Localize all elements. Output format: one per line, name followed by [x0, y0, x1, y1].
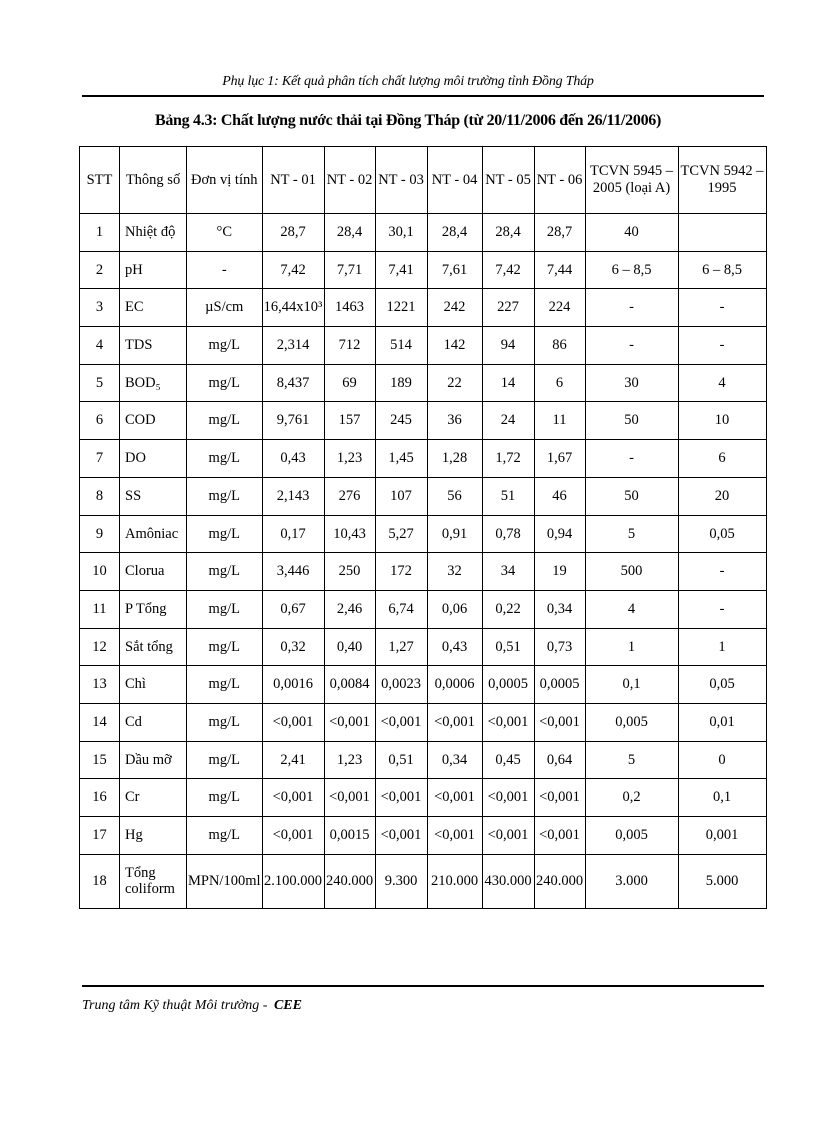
table-cell: 12 [80, 628, 120, 666]
header-cell: NT - 04 [427, 147, 482, 214]
table-cell: 0,05 [678, 515, 766, 553]
table-header-row [80, 147, 767, 214]
table-cell: TDS [120, 327, 187, 365]
table-cell: 0,0016 [262, 666, 324, 704]
table-cell: 8,437 [262, 364, 324, 402]
table-row [80, 251, 767, 289]
table-cell: 1,23 [324, 741, 375, 779]
table-cell: <0,001 [534, 703, 585, 741]
table-cell: <0,001 [427, 779, 482, 817]
table-cell: 430.000 [482, 854, 534, 908]
table-cell: 500 [585, 553, 678, 591]
table-cell: <0,001 [482, 779, 534, 817]
table-cell: 11 [80, 590, 120, 628]
table-cell: mg/L [187, 327, 263, 365]
table-cell: 2,46 [324, 590, 375, 628]
table-cell: 16 [80, 779, 120, 817]
table-cell: 50 [585, 477, 678, 515]
table-cell: Dầu mỡ [120, 741, 187, 779]
table-cell: - [187, 251, 263, 289]
table-cell: 0,1 [585, 666, 678, 704]
table-cell: 4 [80, 327, 120, 365]
table-cell: <0,001 [482, 817, 534, 855]
table-cell: 30 [585, 364, 678, 402]
table-cell: mg/L [187, 741, 263, 779]
header-cell: TCVN 5945 – 2005 (loại A) [585, 147, 678, 214]
table-cell: 6,74 [375, 590, 427, 628]
table-cell: 2 [80, 251, 120, 289]
table-cell: 712 [324, 327, 375, 365]
table-cell: 10 [678, 402, 766, 440]
table-cell: 6 [80, 402, 120, 440]
table-cell: 86 [534, 327, 585, 365]
table-cell: 0 [678, 741, 766, 779]
header-cell: STT [80, 147, 120, 214]
table-cell: 0,001 [678, 817, 766, 855]
table-cell: 2,143 [262, 477, 324, 515]
table-row [80, 440, 767, 478]
table-cell: mg/L [187, 628, 263, 666]
table-cell: MPN/100ml [187, 854, 263, 908]
table-cell: °C [187, 214, 263, 252]
table-cell: 13 [80, 666, 120, 704]
header-cell: TCVN 5942 – 1995 [678, 147, 766, 214]
table-cell: 30,1 [375, 214, 427, 252]
table-cell: 1,67 [534, 440, 585, 478]
table-cell: 0,2 [585, 779, 678, 817]
table-row [80, 628, 767, 666]
table-cell: 142 [427, 327, 482, 365]
table-cell: 1,45 [375, 440, 427, 478]
table-cell: 5,27 [375, 515, 427, 553]
table-cell: DO [120, 440, 187, 478]
table-cell: 0,05 [678, 666, 766, 704]
table-cell: 6 – 8,5 [585, 251, 678, 289]
table-cell: - [678, 553, 766, 591]
table-cell: mg/L [187, 779, 263, 817]
header-cell: NT - 02 [324, 147, 375, 214]
table-row [80, 402, 767, 440]
table-cell: 210.000 [427, 854, 482, 908]
table-cell: 50 [585, 402, 678, 440]
table-cell: 7 [80, 440, 120, 478]
table-cell: Hg [120, 817, 187, 855]
table-cell: 107 [375, 477, 427, 515]
table-row [80, 666, 767, 704]
header-cell: NT - 01 [262, 147, 324, 214]
table-cell: 1,72 [482, 440, 534, 478]
table-cell: 0,22 [482, 590, 534, 628]
water-quality-table [79, 146, 767, 909]
page-header: Phụ lục 1: Kết quả phân tích chất lượng môi trường tỉnh Đồng Tháp [222, 74, 594, 89]
table-cell: 14 [482, 364, 534, 402]
table-cell: Cr [120, 779, 187, 817]
table-cell: 9.300 [375, 854, 427, 908]
table-cell: 2,314 [262, 327, 324, 365]
table-cell: 224 [534, 289, 585, 327]
table-cell: 24 [482, 402, 534, 440]
table-cell: pH [120, 251, 187, 289]
table-cell: 172 [375, 553, 427, 591]
table-cell: 10,43 [324, 515, 375, 553]
table-cell: 0,64 [534, 741, 585, 779]
table-cell: 0,005 [585, 703, 678, 741]
table-cell: EC [120, 289, 187, 327]
table-cell: <0,001 [482, 703, 534, 741]
table-cell: 20 [678, 477, 766, 515]
table-cell: 0,01 [678, 703, 766, 741]
table-cell: 0,43 [262, 440, 324, 478]
table-cell: 189 [375, 364, 427, 402]
table-cell: - [585, 327, 678, 365]
table-cell: 0,43 [427, 628, 482, 666]
table-cell: 7,61 [427, 251, 482, 289]
table-cell: 9 [80, 515, 120, 553]
table-cell: BOD₅ [120, 364, 187, 402]
table-cell: 0,32 [262, 628, 324, 666]
table-cell: 14 [80, 703, 120, 741]
footer-rule [82, 985, 764, 987]
table-cell: 94 [482, 327, 534, 365]
footer-logo: CEE [273, 998, 302, 1013]
table-cell: mg/L [187, 364, 263, 402]
table-cell: 0,06 [427, 590, 482, 628]
table-caption: Bảng 4.3: Chất lượng nước thải tại Đồng Tháp (từ 20/11/2006 đến 26/11/2006) [154, 112, 662, 129]
table-cell: Chì [120, 666, 187, 704]
table-cell: 240.000 [324, 854, 375, 908]
table-cell: 56 [427, 477, 482, 515]
table-cell: 7,71 [324, 251, 375, 289]
table-cell: <0,001 [427, 703, 482, 741]
header-cell: Đơn vị tính [187, 147, 263, 214]
table-row [80, 854, 767, 908]
table-cell: 0,0015 [324, 817, 375, 855]
table-cell: 0,40 [324, 628, 375, 666]
table-cell: mg/L [187, 515, 263, 553]
header-cell: NT - 03 [375, 147, 427, 214]
table-cell: 7,41 [375, 251, 427, 289]
table-cell: 5 [585, 741, 678, 779]
table-cell: 3,446 [262, 553, 324, 591]
table-cell: 15 [80, 741, 120, 779]
table-cell: 3.000 [585, 854, 678, 908]
table-cell: mg/L [187, 817, 263, 855]
table-cell: 0,91 [427, 515, 482, 553]
table-cell: 0,51 [375, 741, 427, 779]
header-rule [82, 95, 764, 97]
table-cell: 0,005 [585, 817, 678, 855]
table-cell: 6 – 8,5 [678, 251, 766, 289]
table-cell: Tổng coliform [120, 854, 187, 908]
table-cell: <0,001 [534, 817, 585, 855]
table-row [80, 477, 767, 515]
table-cell: 514 [375, 327, 427, 365]
table-cell: 240.000 [534, 854, 585, 908]
table-cell: mg/L [187, 477, 263, 515]
table-cell: 0,1 [678, 779, 766, 817]
table-cell: 245 [375, 402, 427, 440]
table-row [80, 779, 767, 817]
table-cell: mg/L [187, 402, 263, 440]
table-row [80, 214, 767, 252]
table-cell: 5 [80, 364, 120, 402]
table-cell: 1 [80, 214, 120, 252]
table-cell: 32 [427, 553, 482, 591]
table-cell: 276 [324, 477, 375, 515]
table-cell: - [678, 590, 766, 628]
table-cell: 7,44 [534, 251, 585, 289]
table-cell: 0,94 [534, 515, 585, 553]
table-cell: 3 [80, 289, 120, 327]
table-cell: 17 [80, 817, 120, 855]
table-row [80, 515, 767, 553]
table-body [80, 214, 767, 909]
table-cell: 7,42 [262, 251, 324, 289]
table-cell: <0,001 [262, 779, 324, 817]
table-cell: <0,001 [375, 779, 427, 817]
table-cell: 0,0005 [482, 666, 534, 704]
table-cell: 250 [324, 553, 375, 591]
table-cell: - [585, 289, 678, 327]
table-cell: 1,27 [375, 628, 427, 666]
table-cell: 0,73 [534, 628, 585, 666]
table-cell: 4 [678, 364, 766, 402]
table-cell: 1 [678, 628, 766, 666]
table-cell: - [678, 327, 766, 365]
table-cell: 242 [427, 289, 482, 327]
table-cell: 18 [80, 854, 120, 908]
table-cell: <0,001 [375, 703, 427, 741]
table-row [80, 364, 767, 402]
table-cell: 36 [427, 402, 482, 440]
table-cell: 10 [80, 553, 120, 591]
table-cell: 7,42 [482, 251, 534, 289]
table-cell: 0,34 [427, 741, 482, 779]
table-cell: - [585, 440, 678, 478]
table-cell: 28,7 [534, 214, 585, 252]
header-cell: Thông số [120, 147, 187, 214]
table-cell: mg/L [187, 703, 263, 741]
table-cell: Clorua [120, 553, 187, 591]
table-cell: <0,001 [262, 817, 324, 855]
table-cell: 19 [534, 553, 585, 591]
table-cell: 40 [585, 214, 678, 252]
table-cell: P Tổng [120, 590, 187, 628]
table-cell [678, 214, 766, 252]
table-cell: Nhiệt độ [120, 214, 187, 252]
table-row [80, 590, 767, 628]
header-cell: NT - 06 [534, 147, 585, 214]
table-cell: 0,0084 [324, 666, 375, 704]
table-cell: 0,78 [482, 515, 534, 553]
table-cell: 0,67 [262, 590, 324, 628]
table-cell: 0,34 [534, 590, 585, 628]
table-cell: 0,0023 [375, 666, 427, 704]
table-cell: Sắt tổng [120, 628, 187, 666]
table-row [80, 703, 767, 741]
table-row [80, 817, 767, 855]
table-cell: 5 [585, 515, 678, 553]
table-cell: 9,761 [262, 402, 324, 440]
table-cell: 0,0006 [427, 666, 482, 704]
table-cell: 0,0005 [534, 666, 585, 704]
table-cell: 8 [80, 477, 120, 515]
header-cell: NT - 05 [482, 147, 534, 214]
table-cell: 1 [585, 628, 678, 666]
table-cell: SS [120, 477, 187, 515]
table-cell: 4 [585, 590, 678, 628]
table-cell: 28,4 [324, 214, 375, 252]
table-cell: Amôniac [120, 515, 187, 553]
table-cell: mg/L [187, 440, 263, 478]
table-cell: - [678, 289, 766, 327]
table-cell: 28,4 [482, 214, 534, 252]
table-cell: 28,4 [427, 214, 482, 252]
table-cell: 5.000 [678, 854, 766, 908]
table-cell: 2.100.000 [262, 854, 324, 908]
table-cell: 227 [482, 289, 534, 327]
table-cell: 0,45 [482, 741, 534, 779]
table-cell: 28,7 [262, 214, 324, 252]
table-cell: COD [120, 402, 187, 440]
table-cell: 6 [534, 364, 585, 402]
table-cell: mg/L [187, 666, 263, 704]
table-cell: 1221 [375, 289, 427, 327]
table-cell: 2,41 [262, 741, 324, 779]
table-cell: Cd [120, 703, 187, 741]
table-cell: mg/L [187, 553, 263, 591]
table-cell: 51 [482, 477, 534, 515]
table-cell: 46 [534, 477, 585, 515]
table-cell: 22 [427, 364, 482, 402]
table-cell: 1,28 [427, 440, 482, 478]
table-cell: 157 [324, 402, 375, 440]
table-cell: <0,001 [427, 817, 482, 855]
table-cell: 6 [678, 440, 766, 478]
table-cell: mg/L [187, 590, 263, 628]
table-row [80, 553, 767, 591]
table-row [80, 327, 767, 365]
table-cell: 69 [324, 364, 375, 402]
footer-text: Trung tâm Kỹ thuật Môi trường - [82, 998, 271, 1013]
table-row [80, 289, 767, 327]
table-cell: 1463 [324, 289, 375, 327]
table-cell: <0,001 [262, 703, 324, 741]
table-cell: <0,001 [534, 779, 585, 817]
table-cell: <0,001 [324, 779, 375, 817]
table-cell: 34 [482, 553, 534, 591]
table-cell: <0,001 [375, 817, 427, 855]
table-row [80, 741, 767, 779]
table-cell: 0,51 [482, 628, 534, 666]
table-cell: 0,17 [262, 515, 324, 553]
table-cell: 1,23 [324, 440, 375, 478]
table-cell: µS/cm [187, 289, 263, 327]
page-footer [82, 998, 302, 1014]
table-cell: 11 [534, 402, 585, 440]
table-cell: <0,001 [324, 703, 375, 741]
table-cell: 16,44x10³ [262, 289, 324, 327]
